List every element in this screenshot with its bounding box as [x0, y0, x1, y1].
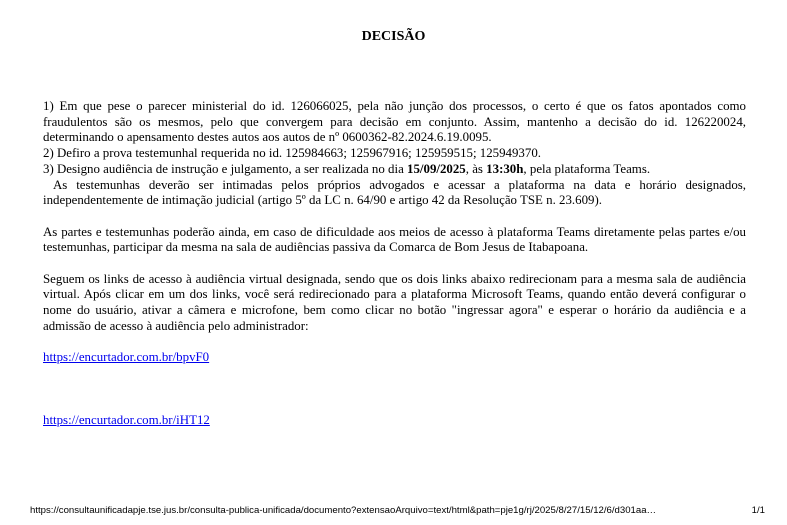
- footer-page-number: 1/1: [751, 505, 765, 516]
- print-footer: [30, 505, 765, 516]
- hearing-date: 15/09/2025: [407, 161, 466, 176]
- teams-link-2[interactable]: https://encurtador.com.br/iHT12: [43, 412, 210, 427]
- paragraph-1: 1) Em que pese o parecer ministerial do id. 126066025, pela não junção dos processos, o certo é que os fatos apontados como fraudulentos são os mesmos, pelo que convergem para decisão em conjunto. Assim, mantenho a decisão do id. 126220024, determinando o apensamento destes autos aos autos de nº 0600362-82.2024.6.19.0095.: [43, 99, 746, 145]
- link-2-paragraph: [43, 413, 746, 429]
- paragraph-3-mid: , às: [465, 161, 487, 176]
- document-body: [43, 99, 746, 429]
- document-title: DECISÃO: [361, 29, 426, 44]
- link-1-paragraph: [43, 350, 746, 366]
- paragraph-4: As testemunhas deverão ser intimadas pelos próprios advogados e acessar a plataforma na data e horário designados, independentemente de intimação judicial (artigo 5º da LC n. 64/90 e artigo 42 da Resolução TSE n. 23.609).: [43, 177, 746, 208]
- paragraph-3: [43, 162, 746, 178]
- paragraph-5: As partes e testemunhas poderão ainda, em caso de dificuldade aos meios de acesso à plataforma Teams diretamente pelas partes e/ou testemunhas, participar da mesma na sala de audiências passiva da Comarca de Bom Jesus de Itabapoana.: [43, 224, 746, 255]
- paragraph-3-start: 3) Designo audiência de instrução e julgamento, a ser realizada no dia: [43, 161, 408, 176]
- hearing-time: 13:30h: [486, 161, 524, 176]
- paragraph-6: Seguem os links de acesso à audiência virtual designada, sendo que os dois links abaixo redirecionam para a mesma sala de audiência virtual. Após clicar em um dos links, você será redirecionado para a plataforma Microsoft Teams, quando então deverá configurar o nome do usuário, ativar a câmera e microfone, bem como clicar no botão "ingressar agora" e esperar o horário da audiência e a admissão de acesso à audiência pelo administrador:: [43, 271, 746, 333]
- paragraph-3-end: , pela plataforma Teams.: [523, 161, 651, 176]
- paragraph-2: 2) Defiro a prova testemunhal requerida no id. 125984663; 125967916; 125959515; 125949370.: [43, 146, 541, 161]
- footer-url: https://consultaunificadapje.tse.jus.br/consulta-publica-unificada/documento?extensaoArquivo=text/html&path=pje1g/rj/2025/8/27/15/12/6/d301aa…: [30, 505, 657, 516]
- teams-link-1[interactable]: https://encurtador.com.br/bpvF0: [43, 350, 210, 365]
